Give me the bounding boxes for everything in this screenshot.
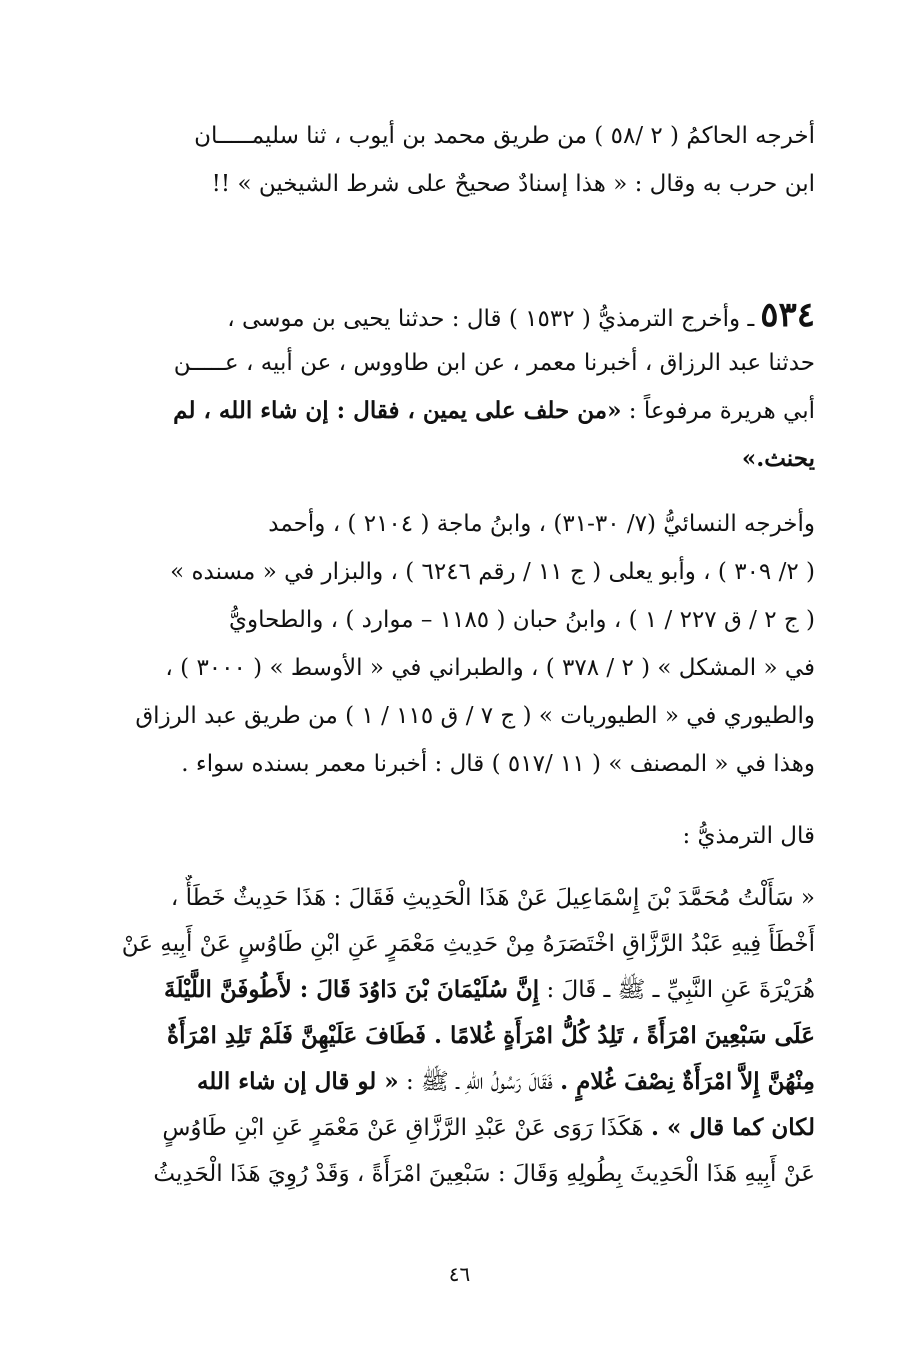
- hadith-text: لكان كما قال » .: [651, 1114, 815, 1141]
- hadith-number: ٥٣٤: [760, 295, 815, 335]
- text-line: [100, 1105, 815, 1151]
- narration-text: فَقَالَ رَسُولُ اللهِ ـ ﷺ :: [398, 1069, 561, 1095]
- hadith-534-paragraph: [100, 291, 815, 483]
- text-line: [100, 387, 815, 435]
- text-line: [100, 291, 815, 339]
- text-line: ( ٢/ ٣٠٩ ) ، وأبو يعلى ( ج ١١ / رقم ٦٢٤٦ ) ، والبزار في « مسنده »: [170, 559, 815, 585]
- narration-chain: هُرَيْرَةَ عَنِ النَّبِيِّ ـ ﷺ ـ قَالَ :: [539, 977, 815, 1003]
- text-line: حدثنا عبد الرزاق ، أخبرنا معمر ، عن ابن طاووس ، عن أبيه ، عـــــن: [173, 350, 815, 376]
- hadith-text: عَلَى سَبْعِينَ امْرَأَةً ، تَلِدُ كُلُّ امْرَأَةٍ غُلامًا . فَطَافَ عَلَيْهِنَّ فَلَمْ تَلِدِ امْرَأَةٌ: [167, 1022, 815, 1049]
- narration-chain: أبي هريرة مرفوعاً :: [621, 398, 815, 424]
- text-line: وهذا في « المصنف » ( ١١ /٥١٧ ) قال : أخبرنا معمر بسنده سواء .: [181, 751, 815, 777]
- text-line: [100, 967, 815, 1013]
- text-line: [100, 1059, 815, 1105]
- tirmidhi-intro: [100, 812, 815, 860]
- hadith-intro: ـ وأخرج الترمذيُّ ( ١٥٣٢ ) قال : حدثنا يحيى بن موسى ،: [227, 306, 755, 332]
- hadith-text-end: يحنث.»: [741, 445, 815, 472]
- text-line: ( ج ٢ / ق ٢٢٧ / ١ ) ، وابنُ حبان ( ١١٨٥ – موارد ) ، والطحاويُّ: [229, 607, 815, 633]
- text-line: والطيوري في « الطيوريات » ( ج ٧ / ق ١١٥ / ١ ) من طريق عبد الرزاق: [135, 703, 815, 729]
- hadith-text: « لو قال إن شاء الله: [196, 1068, 399, 1095]
- hadith-text: «من حلف على يمين ، فقال : إن شاء الله ، لم: [173, 397, 622, 424]
- takhrij-paragraph: [100, 500, 815, 788]
- text-line: قال الترمذيُّ :: [682, 823, 815, 849]
- top-paragraph: [100, 112, 815, 208]
- text-line: في « المشكل » ( ٢ / ٣٧٨ ) ، والطبراني في « الأوسط » ( ٣٠٠٠ ) ،: [165, 655, 815, 681]
- text-line: أخرجه الحاكمُ ( ٢ /٥٨ ) من طريق محمد بن أيوب ، ثنا سليمـــــان: [194, 123, 815, 149]
- text-line: « سَأَلْتُ مُحَمَّدَ بْنَ إِسْمَاعِيلَ عَنْ هَذَا الْحَدِيثِ فَقَالَ : هَذَا حَدِيثٌ خَطَأٌ ،: [170, 885, 815, 911]
- text-line: ابن حرب به وقال : « هذا إسنادٌ صحيحٌ على شرط الشيخين » !!: [211, 171, 815, 197]
- text-line: وأخرجه النسائيُّ (٧/ ٣٠-٣١) ، وابنُ ماجة ( ٢١٠٤ ) ، وأحمد: [268, 511, 815, 537]
- narration-text: هَكَذَا رَوَى عَنْ عَبْدِ الرَّزَّاقِ عَنْ مَعْمَرٍ عَنِ ابْنِ طَاوُسٍ: [162, 1115, 651, 1141]
- text-line: أَخْطَأَ فِيهِ عَبْدُ الرَّزَّاقِ اخْتَصَرَهُ مِنْ حَدِيثِ مَعْمَرٍ عَنِ ابْنِ طَاوُسٍ عَنْ أَبِيهِ عَنْ: [121, 931, 815, 957]
- hadith-text: إِنَّ سُلَيْمَانَ بْنَ دَاوُدَ قَالَ : لأَطُوفَنَّ اللَّيْلَةَ: [163, 976, 540, 1003]
- page-number: ٤٦: [448, 1262, 471, 1286]
- hadith-text: مِنْهُنَّ إِلاَّ امْرَأَةٌ نِصْفَ غُلامٍ .: [560, 1068, 815, 1095]
- text-line: عَنْ أَبِيهِ هَذَا الْحَدِيثَ بِطُولِهِ وَقَالَ : سَبْعِينَ امْرَأَةً ، وَقَدْ رُوِيَ هَذَا الْحَدِيثُ: [153, 1161, 815, 1187]
- tirmidhi-quote: [100, 875, 815, 1197]
